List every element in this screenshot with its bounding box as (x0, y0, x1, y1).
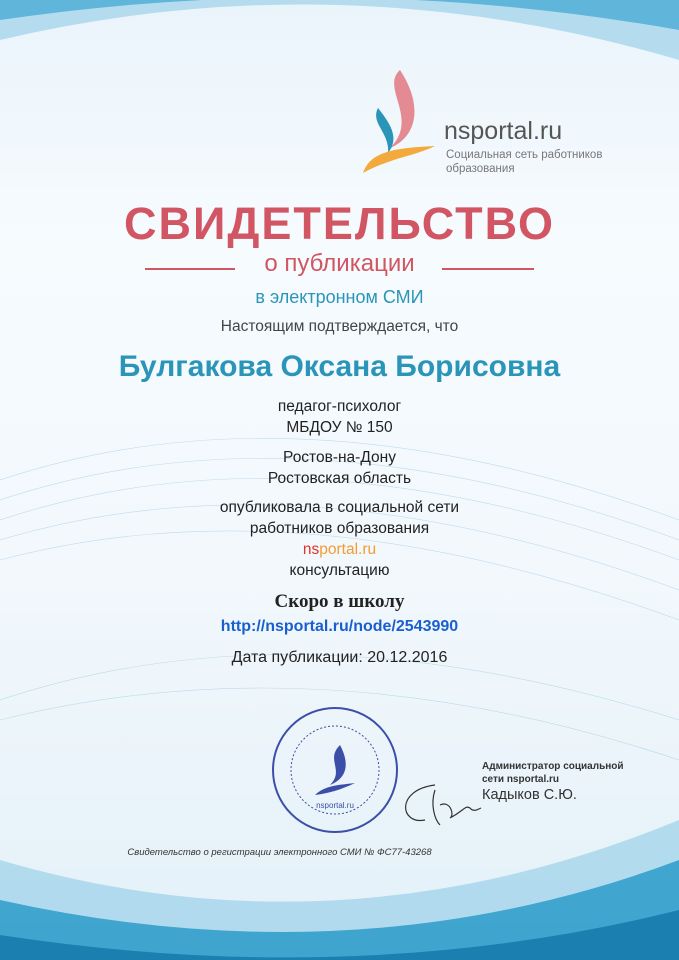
site-ns: ns (302, 541, 320, 558)
organization: МБДОУ № 150 (286, 419, 393, 436)
subtitle-media: в электронном СМИ (255, 287, 424, 307)
site-name (0, 541, 679, 559)
admin-title (482, 760, 624, 786)
brand-name: nsportal.ru (444, 117, 563, 145)
published-line2: работников образования (249, 520, 430, 537)
admin-line1: Администратор социальной (482, 761, 624, 772)
publication-link[interactable]: http://nsportal.ru/node/2543990 (220, 618, 459, 635)
recipient-name: Булгакова Оксана Борисовна (118, 350, 561, 383)
confirm-text: Настоящим подтверждается, что (220, 318, 459, 335)
brand-tagline: Социальная сеть работников образования (446, 149, 603, 175)
publication-date: Дата публикации: 20.12.2016 (231, 649, 448, 666)
region: Ростовская область (267, 470, 412, 487)
stamp (270, 705, 400, 835)
subtitle: о публикации (264, 250, 415, 277)
published-line1: опубликовала в социальной сети (219, 499, 460, 516)
nsportal-logo-icon (360, 68, 440, 178)
certificate-title: СВИДЕТЕЛЬСТВО (124, 198, 555, 249)
position: педагог-психолог (277, 398, 402, 415)
work-title: Скоро в школу (274, 591, 405, 612)
city: Ростов-на-Дону (283, 449, 396, 466)
publication-type: консультацию (289, 562, 390, 579)
signature (395, 780, 485, 830)
admin-name: Кадыков С.Ю. (482, 787, 577, 803)
site-rest: portal.ru (319, 541, 377, 558)
registration-text: Свидетельство о регистрации электронного СМИ № ФС77-43268 (127, 847, 432, 858)
admin-line2: сети nsportal.ru (482, 774, 560, 785)
svg-text:nsportal.ru: nsportal.ru (316, 801, 354, 810)
